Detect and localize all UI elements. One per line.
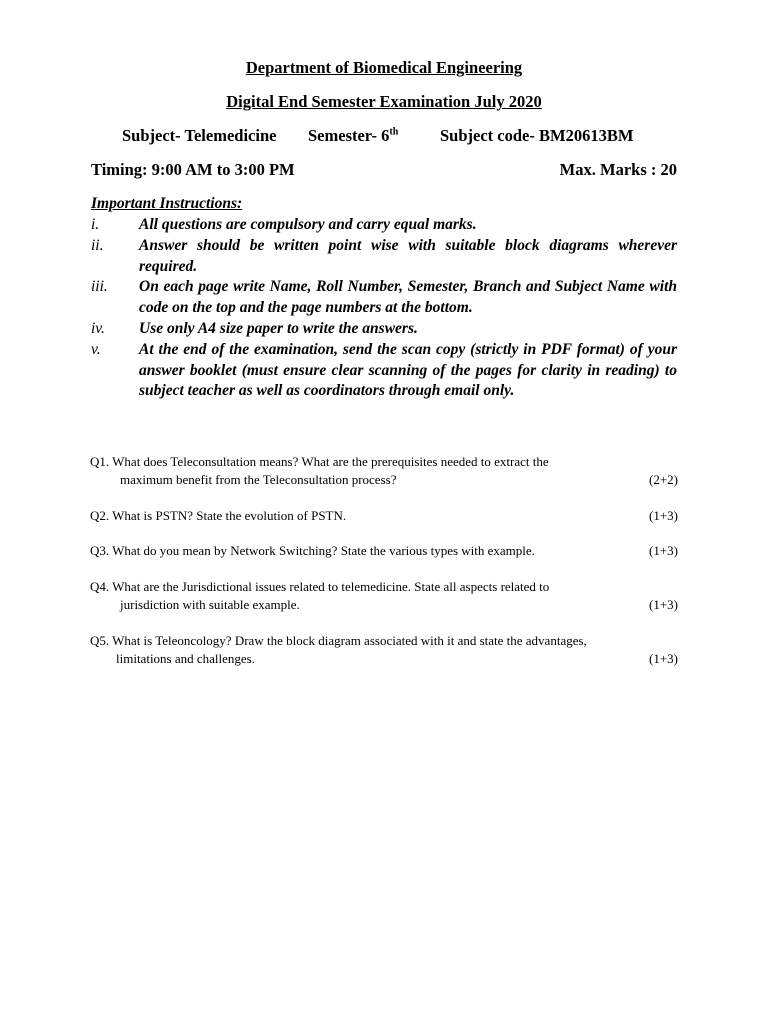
question-marks: (2+2)	[649, 471, 678, 487]
instruction-text: Answer should be written point wise with suitable block diagrams wherever required.	[139, 236, 677, 275]
question-continuation	[90, 650, 678, 668]
instruction-item	[91, 215, 677, 236]
question-marks: (1+3)	[649, 508, 678, 523]
instruction-item	[91, 236, 677, 278]
question-text-cont: limitations and challenges.	[116, 650, 255, 666]
subject-row	[122, 126, 633, 146]
question-marks: (1+3)	[649, 596, 678, 612]
question-text: Q5. What is Teleoncology? Draw the block diagram associated with it and state the advantages,	[90, 633, 587, 648]
question-1	[90, 453, 678, 488]
question-2	[90, 507, 678, 525]
instruction-item	[91, 319, 677, 340]
question-continuation	[90, 471, 678, 489]
instructions-list	[91, 215, 677, 402]
question-4	[90, 578, 678, 613]
subject-name: Subject- Telemedicine	[122, 126, 277, 145]
subject-code: Subject code- BM20613BM	[440, 126, 634, 145]
question-text	[90, 542, 678, 560]
question-5	[90, 632, 678, 667]
instruction-text: At the end of the examination, send the scan copy (strictly in PDF format) of your answer booklet (must ensure clear scanning of the pages for clarity in reading) to subject teacher as well as coordinators through email only.	[139, 340, 677, 400]
timing: Timing: 9:00 AM to 3:00 PM	[91, 160, 295, 179]
instructions-heading: Important Instructions:	[91, 195, 243, 212]
question-text	[90, 507, 678, 525]
question-text-cont: maximum benefit from the Teleconsultation process?	[120, 471, 397, 487]
question-text: Q1. What does Teleconsultation means? What are the prerequisites needed to extract the	[90, 454, 549, 469]
instruction-number: ii.	[91, 236, 104, 254]
question-marks: (1+3)	[649, 650, 678, 666]
question-3	[90, 542, 678, 560]
question-marks: (1+3)	[649, 543, 678, 558]
exam-title: Digital End Semester Examination July 2020	[226, 92, 542, 111]
instruction-item	[91, 340, 677, 402]
question-text-content: Q2. What is PSTN? State the evolution of PSTN.	[90, 508, 347, 523]
instruction-number: v.	[91, 340, 101, 358]
instruction-text: On each page write Name, Roll Number, Semester, Branch and Subject Name with code on the top and the page numbers at the bottom.	[139, 278, 677, 317]
instruction-text: All questions are compulsory and carry equal marks.	[139, 216, 477, 233]
semester-suffix: th	[389, 126, 399, 138]
max-marks: Max. Marks : 20	[559, 160, 677, 179]
question-text-content: Q3. What do you mean by Network Switching? State the various types with example.	[90, 543, 535, 558]
instruction-item	[91, 277, 677, 319]
instruction-number: iv.	[91, 319, 105, 337]
question-continuation	[90, 596, 678, 614]
semester-label: Semester- 6	[308, 126, 390, 145]
instruction-number: iii.	[91, 278, 108, 296]
department-title: Department of Biomedical Engineering	[245, 58, 523, 77]
instruction-number: i.	[91, 216, 100, 233]
question-text: Q4. What are the Jurisdictional issues related to telemedicine. State all aspects related to	[90, 579, 550, 594]
instruction-text: Use only A4 size paper to write the answers.	[139, 319, 418, 337]
semester	[308, 126, 440, 146]
question-text-cont: jurisdiction with suitable example.	[120, 596, 300, 612]
